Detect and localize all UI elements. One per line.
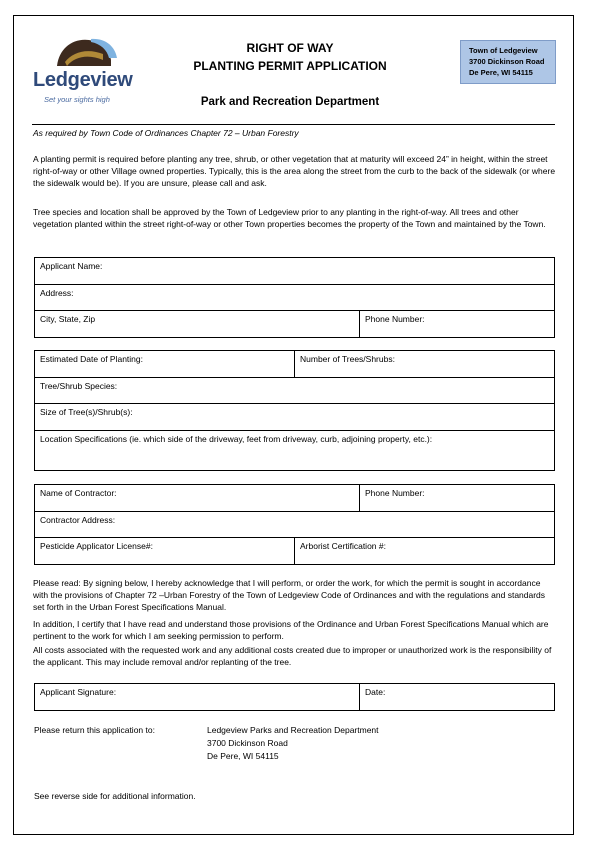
contractor-phone-field[interactable]: [360, 485, 555, 512]
title-line-1: RIGHT OF WAY: [246, 41, 334, 55]
intro-paragraph-1: A planting permit is required before planting any tree, shrub, or other vegetation that at maturity will exceed 24” in height, within the street right-of-way or other Village owned properties. Typically, this is the area along the street from the curb to the back of the sidewalk (or where the sidewalk would be). If you are unsure, please call and ask.: [33, 154, 556, 189]
acknowledgement-paragraph-2: In addition, I certify that I have read and understand those provisions of the Ordinance and Urban Forest Specifications Manual which are pertinent to the work for which I am seeking permission to perform.: [33, 619, 549, 642]
tree-count-field[interactable]: [295, 351, 555, 378]
signature-date-label: Date:: [365, 687, 386, 697]
pesticide-license-field[interactable]: [35, 538, 295, 565]
species-field[interactable]: [35, 378, 555, 404]
applicant-signature-field[interactable]: [35, 684, 360, 711]
ledgeview-logo: [33, 36, 133, 108]
return-address-line-3: De Pere, WI 54115: [207, 751, 279, 761]
planting-date-field[interactable]: [35, 351, 295, 378]
contractor-address-label: Contractor Address:: [40, 515, 116, 525]
footer-note: See reverse side for additional information.: [34, 791, 196, 801]
contractor-address-field[interactable]: [35, 512, 555, 538]
logo-mark-icon: [51, 36, 121, 70]
planting-date-label: Estimated Date of Planting:: [40, 354, 144, 364]
address-box-line-3: De Pere, WI 54115: [469, 68, 533, 77]
acknowledgement-paragraph-3: All costs associated with the requested work and any additional costs created due to improper or unauthorized work is the responsibility of the applicant. This may include removal and/or replanting of the tree.: [33, 645, 552, 668]
header-divider: [32, 124, 555, 125]
title-line-2: PLANTING PERMIT APPLICATION: [193, 59, 387, 73]
city-state-zip-label: City, State, Zip: [40, 314, 96, 324]
applicant-info-table: [34, 257, 555, 338]
tree-count-label: Number of Trees/Shrubs:: [300, 354, 395, 364]
logo-wordmark: Ledgeview: [33, 69, 133, 91]
address-box-line-2: 3700 Dickinson Road: [469, 57, 545, 66]
town-address-box: [460, 40, 556, 84]
address-box-line-1: Town of Ledgeview: [469, 46, 538, 55]
pesticide-license-label: Pesticide Applicator License#:: [40, 541, 153, 551]
signature-date-field[interactable]: [360, 684, 555, 711]
intro-paragraph-2: Tree species and location shall be approved by the Town of Ledgeview prior to any planting in the right-of-way. All trees and other vegetation planted within the street right-of-way or other Town properties becomes the property of the Town and maintained by the Town.: [33, 207, 546, 230]
applicant-name-field[interactable]: [35, 258, 555, 285]
return-label: Please return this application to:: [34, 725, 155, 735]
applicant-phone-label: Phone Number:: [365, 314, 425, 324]
acknowledgement-paragraph-1: Please read: By signing below, I hereby acknowledge that I will perform, or order the work, for which the permit is sought in accordance with the provisions of Chapter 72 –Urban Forestry of the Town of Ledgeview Code of Ordinances and with the regulations and standards set forth in the Urban Forest Specifications Manual.: [33, 578, 546, 613]
applicant-phone-field[interactable]: [360, 311, 555, 338]
arborist-cert-field[interactable]: [295, 538, 555, 565]
contractor-phone-label: Phone Number:: [365, 488, 425, 498]
return-address-block: [207, 724, 379, 763]
return-address-line-1: Ledgeview Parks and Recreation Department: [207, 725, 379, 735]
planting-info-table: [34, 350, 555, 471]
applicant-signature-label: Applicant Signature:: [40, 687, 117, 697]
address-label: Address:: [40, 288, 74, 298]
contractor-name-label: Name of Contractor:: [40, 488, 117, 498]
contractor-name-field[interactable]: [35, 485, 360, 512]
tree-size-field[interactable]: [35, 404, 555, 431]
city-state-zip-field[interactable]: [35, 311, 360, 338]
ordinance-note: As required by Town Code of Ordinances Chapter 72 – Urban Forestry: [33, 128, 299, 138]
return-address-line-2: 3700 Dickinson Road: [207, 738, 288, 748]
signature-table: [34, 683, 555, 711]
species-label: Tree/Shrub Species:: [40, 381, 118, 391]
logo-tagline: Set your sights high: [44, 95, 110, 104]
arborist-cert-label: Arborist Certification #:: [300, 541, 386, 551]
applicant-name-label: Applicant Name:: [40, 261, 103, 271]
location-spec-field[interactable]: [35, 431, 555, 471]
address-field[interactable]: [35, 285, 555, 311]
department-name: Park and Recreation Department: [200, 96, 380, 108]
tree-size-label: Size of Tree(s)/Shrub(s):: [40, 407, 133, 417]
contractor-info-table: [34, 484, 555, 565]
location-spec-label: Location Specifications (ie. which side of the driveway, feet from driveway, curb, adjoining property, etc.):: [40, 434, 433, 444]
